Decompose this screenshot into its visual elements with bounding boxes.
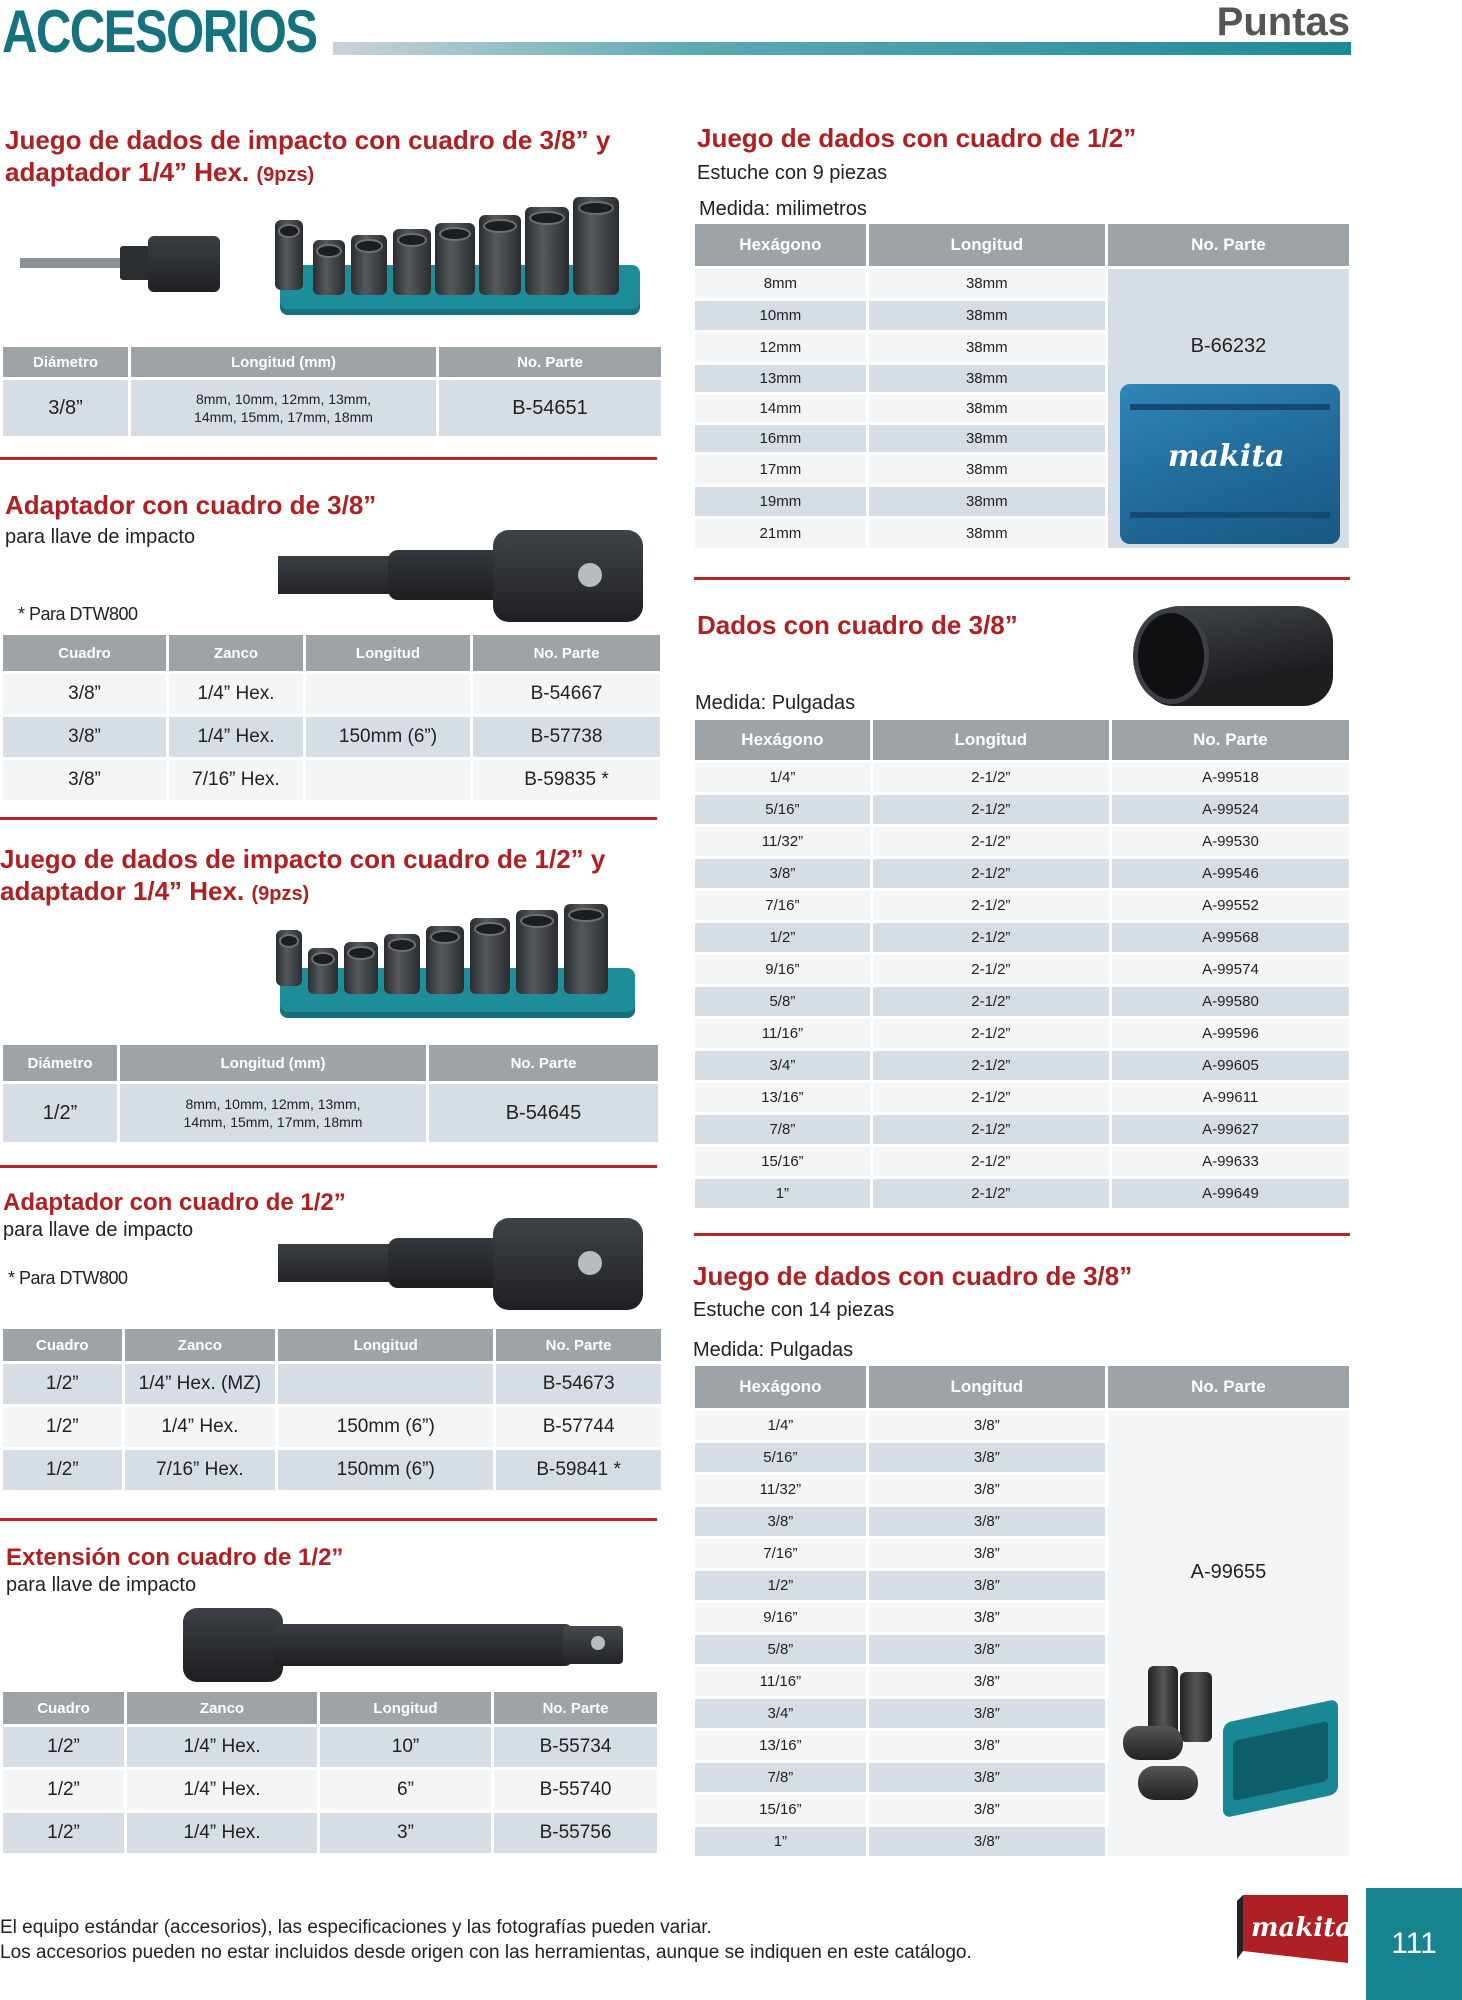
s3-col-diametro: Diámetro [3, 1045, 117, 1081]
table-cell: 2-1/2” [873, 859, 1109, 888]
r1-case-logo: makita [1167, 439, 1285, 474]
table-cell: 1/2” [3, 1450, 122, 1490]
table-cell: 38mm [869, 269, 1105, 298]
s4-col-longitud: Longitud [278, 1329, 493, 1361]
s3-col-longitud: Longitud (mm) [120, 1045, 426, 1081]
page-number: 111 [1366, 1888, 1462, 2000]
table-cell: 3/4” [695, 1051, 870, 1080]
table-cell: 1” [695, 1827, 866, 1856]
r3-socket-case-image [1118, 1656, 1343, 1826]
table-cell: 1/4” Hex. [169, 717, 303, 757]
table-cell: A-99605 [1112, 1051, 1349, 1080]
s2-col-longitud: Longitud [306, 635, 470, 671]
table-cell: 1/4” Hex. (MZ) [125, 1364, 276, 1404]
table-cell: 10” [320, 1727, 491, 1767]
table-cell: 8mm [695, 269, 866, 298]
r1-col-hex: Hexágono [695, 224, 866, 266]
table-row [695, 1051, 1349, 1080]
table-cell: 2-1/2” [873, 1019, 1109, 1048]
table-cell: A-99552 [1112, 891, 1349, 920]
table-cell: 3/4” [695, 1699, 866, 1728]
r3-part-cell [1108, 1411, 1349, 1856]
table-cell: 38mm [869, 455, 1105, 484]
table-cell: 2-1/2” [873, 955, 1109, 984]
table-row [695, 891, 1349, 920]
table-cell: 3/8” [869, 1827, 1105, 1856]
table-cell: 16mm [695, 425, 866, 452]
table-cell: 3/8” [695, 859, 870, 888]
s4-adapter-image [278, 1218, 643, 1310]
table-cell: 3/8” [3, 380, 128, 436]
table-cell: 3/8” [869, 1667, 1105, 1696]
s2-subtitle: para llave de impacto [5, 526, 196, 548]
s1-title-line2: adaptador 1/4” Hex. [5, 157, 250, 187]
s3-title-line1: Juego de dados de impacto con cuadro de 1/2” y [0, 844, 606, 874]
table-cell: A-99524 [1112, 795, 1349, 824]
table-cell: 1” [695, 1179, 870, 1208]
s1-col-parte: No. Parte [439, 347, 661, 377]
r3-col-longitud: Longitud [869, 1366, 1105, 1408]
table-cell: 1/2” [3, 1727, 124, 1767]
r1-part-cell [1108, 269, 1349, 548]
s3-len-line1: 8mm, 10mm, 12mm, 13mm, [185, 1096, 361, 1112]
table-cell: A-99649 [1112, 1179, 1349, 1208]
r2-table [692, 717, 1352, 1211]
table-cell: B-55734 [494, 1727, 657, 1767]
makita-logo-text: makita [1251, 1913, 1353, 1943]
table-cell: 14mm [695, 395, 866, 422]
divider [694, 1233, 1350, 1236]
r2-table-body [695, 763, 1349, 1208]
table-cell: 15/16” [695, 1147, 870, 1176]
table-cell: 3/8” [695, 1507, 866, 1536]
r2-col-parte: No. Parte [1112, 720, 1349, 760]
table-cell: 1/2” [3, 1813, 124, 1853]
s2-col-parte: No. Parte [473, 635, 660, 671]
table-cell: 1/2” [695, 923, 870, 952]
r1-unit: Medida: milimetros [699, 198, 867, 220]
r1-title: Juego de dados con cuadro de 1/2” [697, 123, 1137, 153]
table-cell: 7/8” [695, 1115, 870, 1144]
s5-subtitle: para llave de impacto [6, 1574, 197, 1596]
table-cell: 150mm (6”) [278, 1450, 493, 1490]
r2-unit: Medida: Pulgadas [695, 692, 856, 714]
r3-table-body [695, 1411, 1349, 1856]
table-cell: 1/2” [3, 1770, 124, 1810]
s4-note: * Para DTW800 [8, 1268, 128, 1288]
table-cell: 2-1/2” [873, 795, 1109, 824]
table-cell: 7/16” Hex. [169, 760, 303, 800]
table-cell: 7/8” [695, 1763, 866, 1792]
makita-logo [1235, 1893, 1353, 1968]
table-cell: 9/16” [695, 1603, 866, 1632]
s3-col-parte: No. Parte [429, 1045, 658, 1081]
table-cell: 2-1/2” [873, 763, 1109, 792]
table-cell: 1/2” [695, 1571, 866, 1600]
r1-table [692, 221, 1352, 551]
divider [0, 457, 657, 460]
table-cell: 3/8” [869, 1699, 1105, 1728]
table-cell: 3/8” [869, 1443, 1105, 1472]
s5-col-parte: No. Parte [494, 1692, 657, 1724]
table-cell: 3/8” [869, 1763, 1105, 1792]
table-row [695, 1411, 1349, 1440]
table-cell: 150mm (6”) [306, 717, 470, 757]
table-cell: 2-1/2” [873, 1179, 1109, 1208]
table-cell: 38mm [869, 365, 1105, 392]
table-cell: 2-1/2” [873, 1115, 1109, 1144]
s4-table [0, 1326, 664, 1493]
s1-qty: (9pzs) [256, 164, 315, 186]
table-cell: 3/8” [869, 1507, 1105, 1536]
table-cell: 3/8” [869, 1795, 1105, 1824]
table-row [3, 1770, 657, 1810]
divider [0, 1165, 657, 1168]
catalog-title: ACCESORIOS [2, 0, 317, 65]
table-cell: B-54673 [496, 1364, 661, 1404]
r3-col-hex: Hexágono [695, 1366, 866, 1408]
table-cell: 13/16” [695, 1731, 866, 1760]
table-cell: 2-1/2” [873, 827, 1109, 856]
divider [0, 1518, 657, 1521]
table-cell: 3/8” [869, 1571, 1105, 1600]
header-bar [333, 42, 1351, 55]
s5-extension-image [183, 1608, 623, 1682]
table-row [695, 987, 1349, 1016]
table-cell: 1/2” [3, 1407, 122, 1447]
table-cell: 1/4” Hex. [127, 1727, 317, 1767]
table-cell: 2-1/2” [873, 987, 1109, 1016]
divider [694, 577, 1350, 580]
table-cell: 38mm [869, 487, 1105, 516]
r3-subtitle: Estuche con 14 piezas [693, 1299, 895, 1321]
table-cell [306, 674, 470, 714]
table-cell: A-99568 [1112, 923, 1349, 952]
s5-table [0, 1689, 660, 1856]
footer-disclaimer-2: Los accesorios pueden no estar incluidos desde origen con las herramientas, aunque se indiquen en este catálogo. [0, 1942, 972, 1963]
table-cell: 1/4” [695, 1411, 866, 1440]
s2-col-zanco: Zanco [169, 635, 303, 671]
s5-col-zanco: Zanco [127, 1692, 317, 1724]
table-cell: 38mm [869, 333, 1105, 362]
table-cell: 1/2” [3, 1364, 122, 1404]
r3-unit: Medida: Pulgadas [693, 1339, 854, 1361]
table-row [3, 1727, 657, 1767]
table-cell: B-59835 * [473, 760, 660, 800]
r3-table [692, 1363, 1352, 1859]
table-cell: 150mm (6”) [278, 1407, 493, 1447]
table-row [3, 1813, 657, 1853]
table-cell: 3/8” [869, 1731, 1105, 1760]
table-cell: 1/4” Hex. [169, 674, 303, 714]
s1-title-line1: Juego de dados de impacto con cuadro de 3/8” y [5, 125, 611, 155]
s2-adapter-image [278, 530, 643, 622]
table-cell: 7/16” Hex. [125, 1450, 276, 1490]
table-cell: B-57738 [473, 717, 660, 757]
table-cell: 11/32” [695, 827, 870, 856]
table-cell: 3/8” [869, 1635, 1105, 1664]
table-row [695, 1083, 1349, 1112]
r1-subtitle: Estuche con 9 piezas [697, 162, 888, 184]
table-row [695, 795, 1349, 824]
table-cell [306, 760, 470, 800]
table-cell: 38mm [869, 395, 1105, 422]
table-cell: B-54645 [429, 1084, 658, 1142]
table-row [695, 763, 1349, 792]
table-cell: 2-1/2” [873, 1083, 1109, 1112]
s1-len-line2: 14mm, 15mm, 17mm, 18mm [194, 409, 373, 425]
table-row [695, 1179, 1349, 1208]
table-cell: A-99574 [1112, 955, 1349, 984]
s2-note: * Para DTW800 [18, 604, 138, 624]
table-cell: 13mm [695, 365, 866, 392]
s2-col-cuadro: Cuadro [3, 635, 166, 671]
s3-title-line2: adaptador 1/4” Hex. [0, 876, 245, 906]
table-cell: 3/8” [3, 760, 166, 800]
s4-subtitle: para llave de impacto [3, 1219, 194, 1241]
s3-len-line2: 14mm, 15mm, 17mm, 18mm [183, 1114, 363, 1130]
r2-socket-image [1133, 588, 1343, 708]
s1-title [5, 124, 655, 191]
r2-title: Dados con cuadro de 3/8” [697, 610, 1018, 640]
table-row [695, 1147, 1349, 1176]
s2-table [0, 632, 663, 803]
table-cell: 1/2” [3, 1084, 117, 1142]
table-cell: 17mm [695, 455, 866, 484]
s1-adapter-image [20, 232, 220, 292]
table-cell: 10mm [695, 301, 866, 330]
table-row [3, 674, 660, 714]
r1-case-image [1120, 384, 1340, 544]
table-cell: 12mm [695, 333, 866, 362]
table-row [695, 923, 1349, 952]
table-cell: A-99580 [1112, 987, 1349, 1016]
table-cell: 11/16” [695, 1667, 866, 1696]
table-cell: 7/16” [695, 891, 870, 920]
table-cell: 3/8” [3, 674, 166, 714]
s5-col-cuadro: Cuadro [3, 1692, 124, 1724]
s5-title: Extensión con cuadro de 1/2” [6, 1544, 344, 1571]
s1-socket-set-image [275, 185, 645, 330]
table-cell: A-99518 [1112, 763, 1349, 792]
s5-col-longitud: Longitud [320, 1692, 491, 1724]
table-cell: A-99611 [1112, 1083, 1349, 1112]
divider [0, 817, 657, 820]
table-cell: 13/16” [695, 1083, 870, 1112]
table-cell: A-99546 [1112, 859, 1349, 888]
section-title: Puntas [1216, 0, 1350, 44]
table-cell: 2-1/2” [873, 891, 1109, 920]
table-cell: 21mm [695, 519, 866, 548]
table-cell: B-55740 [494, 1770, 657, 1810]
table-cell: 7/16” [695, 1539, 866, 1568]
table-cell: 1/4” Hex. [127, 1813, 317, 1853]
table-row [695, 859, 1349, 888]
table-cell: B-57744 [496, 1407, 661, 1447]
s4-title: Adaptador con cuadro de 1/2” [3, 1189, 346, 1216]
r2-col-hex: Hexágono [695, 720, 870, 760]
s1-len-line1: 8mm, 10mm, 12mm, 13mm, [195, 391, 372, 407]
table-cell: 3/8” [869, 1475, 1105, 1504]
table-cell: 3/8” [869, 1603, 1105, 1632]
table-cell: 11/32” [695, 1475, 866, 1504]
table-cell: 1/4” [695, 763, 870, 792]
r1-part: B-66232 [1190, 335, 1267, 357]
table-cell: B-54667 [473, 674, 660, 714]
table-cell: 38mm [869, 425, 1105, 452]
s3-qty: (9pzs) [251, 883, 310, 905]
table-cell [131, 380, 436, 436]
table-cell: 2-1/2” [873, 923, 1109, 952]
table-row [695, 955, 1349, 984]
table-cell [120, 1084, 426, 1142]
table-row [695, 269, 1349, 298]
s3-table [0, 1042, 661, 1145]
r3-title: Juego de dados con cuadro de 3/8” [693, 1261, 1133, 1291]
table-cell: A-99596 [1112, 1019, 1349, 1048]
table-cell: 5/8” [695, 1635, 866, 1664]
table-row [3, 1450, 661, 1490]
s4-col-parte: No. Parte [496, 1329, 661, 1361]
table-cell: 5/16” [695, 1443, 866, 1472]
table-cell: 3/8” [869, 1539, 1105, 1568]
table-cell: 2-1/2” [873, 1147, 1109, 1176]
table-row [3, 1364, 661, 1404]
table-cell: 3” [320, 1813, 491, 1853]
r3-part: A-99655 [1190, 1561, 1267, 1583]
r2-col-longitud: Longitud [873, 720, 1109, 760]
s3-socket-set-image [272, 900, 642, 1030]
table-cell: 9/16” [695, 955, 870, 984]
table-cell: 38mm [869, 519, 1105, 548]
table-row [695, 1019, 1349, 1048]
r3-col-parte: No. Parte [1108, 1366, 1349, 1408]
table-cell: 38mm [869, 301, 1105, 330]
table-row [3, 717, 660, 757]
table-cell: A-99633 [1112, 1147, 1349, 1176]
table-cell: B-54651 [439, 380, 661, 436]
table-cell: 1/4” Hex. [125, 1407, 276, 1447]
r1-col-longitud: Longitud [869, 224, 1105, 266]
s2-title: Adaptador con cuadro de 3/8” [5, 490, 377, 520]
table-cell: 1/4” Hex. [127, 1770, 317, 1810]
table-row [695, 1115, 1349, 1144]
s4-col-zanco: Zanco [125, 1329, 276, 1361]
s1-table [0, 344, 664, 439]
table-row [3, 1407, 661, 1447]
s4-col-cuadro: Cuadro [3, 1329, 122, 1361]
table-cell: 19mm [695, 487, 866, 516]
table-cell: A-99627 [1112, 1115, 1349, 1144]
table-cell: 2-1/2” [873, 1051, 1109, 1080]
table-cell: 3/8” [869, 1411, 1105, 1440]
table-cell: 5/16” [695, 795, 870, 824]
table-cell: B-59841 * [496, 1450, 661, 1490]
s1-col-longitud: Longitud (mm) [131, 347, 436, 377]
table-cell [278, 1364, 493, 1404]
table-row [695, 827, 1349, 856]
table-cell: 15/16” [695, 1795, 866, 1824]
r1-col-parte: No. Parte [1108, 224, 1349, 266]
s1-col-diametro: Diámetro [3, 347, 128, 377]
table-cell: 11/16” [695, 1019, 870, 1048]
table-cell: 3/8” [3, 717, 166, 757]
table-cell: 6” [320, 1770, 491, 1810]
table-cell: B-55756 [494, 1813, 657, 1853]
table-cell: A-99530 [1112, 827, 1349, 856]
footer-disclaimer-1: El equipo estándar (accesorios), las especificaciones y las fotografías pueden variar. [0, 1917, 712, 1938]
table-row [3, 760, 660, 800]
table-cell: 5/8” [695, 987, 870, 1016]
